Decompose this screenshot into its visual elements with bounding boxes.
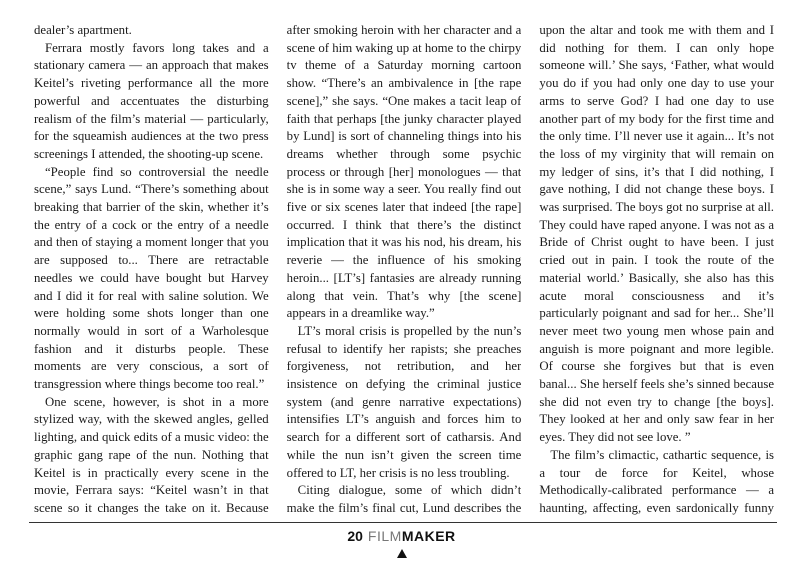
page-number: 20 bbox=[347, 528, 363, 544]
paragraph: The film’s climactic, cathartic sequence, is a tour de force for Keitel, whose Methodically-calibrated performance — a haunting, affecting, even sardonically funny bbox=[539, 447, 774, 515]
footer-rule bbox=[29, 522, 777, 523]
article-column-2 bbox=[287, 22, 522, 517]
paragraph: dealer’s apartment. bbox=[34, 23, 132, 37]
magazine-logo-part2: MAKER bbox=[401, 528, 456, 544]
paragraph: Citing dialogue, some of which didn’t make the film’s final cut, Lund describes the bbox=[286, 483, 522, 515]
paragraph: One scene, however, is shot in a more stylized way, with the skewed angles, gelled lighting, and quick edits of a music video: the graphic gang rape of the nun. Nothing that Keitel is in practically every scene in the movie, Ferrara says: “Keitel wasn’t in that scene so it changes the take on it. Because bbox=[34, 394, 269, 515]
triangle-up-icon bbox=[397, 549, 407, 558]
article-body bbox=[34, 22, 774, 517]
article-column-1 bbox=[34, 22, 269, 517]
folio bbox=[347, 528, 455, 544]
paragraph: Ferrara mostly favors long takes and a stationary camera — an approach that makes Keitel’s riveting performance all the more powerful and accentuates the disturbing realism of the film’s material — particularly, for the squeamish audiences at the two press screenings I attended, the shooting-up scene. bbox=[34, 40, 269, 161]
paragraph: upon the altar and took me with them and I did nothing for them. I can only hope someone will.’ She says, ‘Father, what would you do if you had only one day to use your arms to serve God? I had one day to use another part of my body for the first time and the only time. I’ll never use it again... It’s not the loss of my virginity that will remain on my ledger of sins, it’s that I did nothing, I gave nothing, I did not change these boys. I was surprised. The boys got no surprise at all. They could have raped anyone. I was not as a Bride of Christ ought to have been. I just cried out in pain. I took the route of the material world.’ Basically, she also has this acute moral consciousness and it’s particularly poignant and sad for her... She’ll never meet two young men whose pain and anguish is more poignant and more legible. Of course she forgives but that is even banal... She herself feels she’s sinned because she did not even try to change [the boys]. They looked at her and only saw fear in her eyes. They did not see love. ” bbox=[539, 23, 774, 445]
paragraph: “People find so controversial the needle scene,” says Lund. “There’s something about breaking that barrier of the skin, whether it’s the entry of a cock or the entry of a needle and then of staying a moment longer that you are supposed to... There are retractable needles we could have bought but Harvey and I did it for real with saline solution. We were holding some shots longer than one normally would in sort of a Warholesque fashion and it disturbs people. These moments are very conscious, a sort of transgression where things become too real.” bbox=[34, 164, 269, 392]
magazine-logo bbox=[368, 528, 456, 544]
paragraph: LT’s moral crisis is propelled by the nun’s refusal to identify her rapists; she preaches forgiveness, not retribution, and her insistence on defying the criminal justice system (and genre narrative expectations) intensifies LT’s anguish and forces him to search for a different sort of catharsis. And while the nun isn’t given the screen time offered to LT, her crisis is no less troubling. bbox=[286, 323, 522, 480]
page-footer bbox=[0, 528, 803, 558]
paragraph: after smoking heroin with her character and a scene of him waking up at home to the chirpy tv theme of a Saturday morning cartoon show. “There’s an ambivalence in [the rape scene],” she says. “One makes a tacit leap of faith that perhaps [the junky character played by Lund] is sort of channeling things into his dreams whether through some psychic process or through [her] monologues — that she is in some way a seer. You really find out five or six scenes later that indeed [the rape] occurred. I think that there’s the distinct implication that it was his nod, his dream, his reverie — the influence of his smoking heroin... [LT’s] fantasies are already running along that vein. That’s why [the scene] appears in a dreamlike way.” bbox=[286, 23, 522, 321]
article-column-3 bbox=[539, 22, 774, 517]
magazine-logo-part1: FILM bbox=[367, 528, 402, 544]
